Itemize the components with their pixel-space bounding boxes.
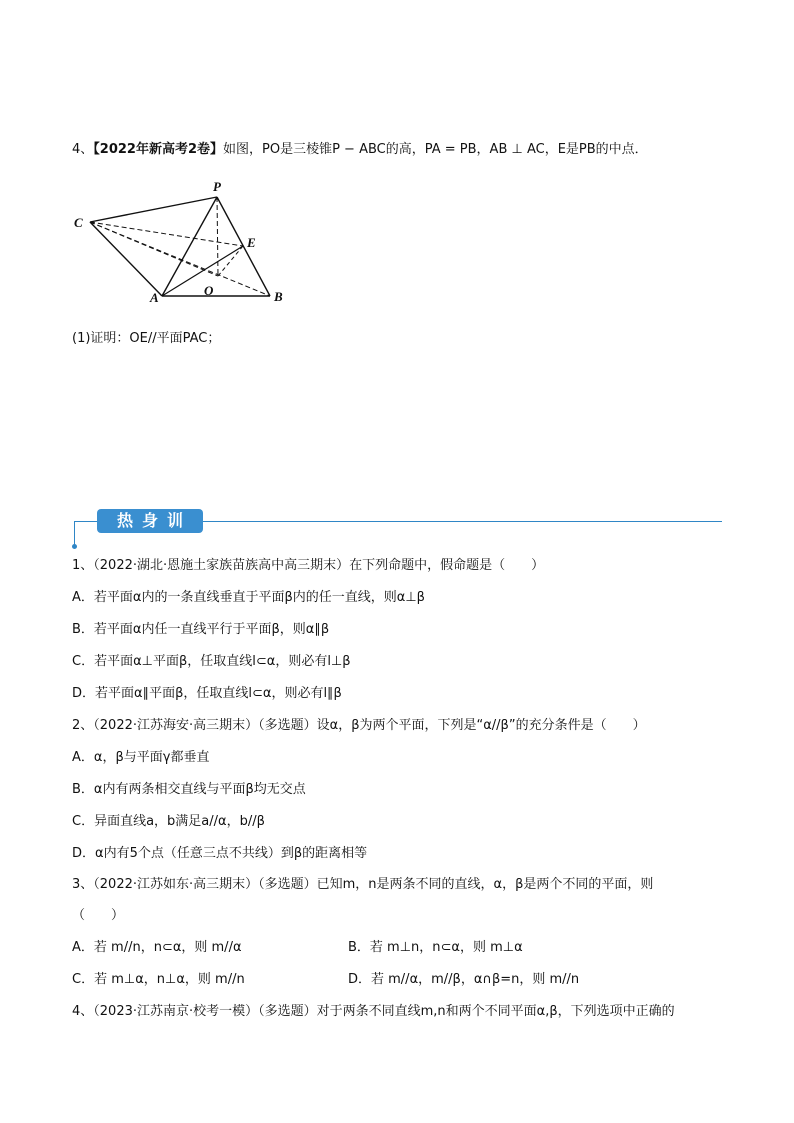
question-3-stem-line-2: （ ） (72, 908, 125, 923)
label-C: C (74, 215, 83, 230)
question-3-stem-line-1: 3、（2022·江苏如东·高三期末）（多选题）已知m，n是两条不同的直线，α，β是两个不同的平面，则 (72, 877, 654, 892)
edge-CP (90, 197, 217, 222)
edge-PB (217, 197, 270, 296)
segment-AE (162, 246, 243, 296)
question-2-option-c: C．异面直线a，b满足a//α，b//β (72, 814, 265, 829)
question-1-option-a: A．若平面α内的一条直线垂直于平面β内的任一直线，则α⊥β (72, 590, 425, 605)
question-2-stem: 2、（2022·江苏海安·高三期末）（多选题）设α，β为两个平面，下列是“α//β”的充分条件是（ ） (72, 718, 646, 733)
prev-question-number: 4、 (72, 142, 94, 157)
question-1-option-c: C．若平面α⊥平面β，任取直线l⊂α，则必有l⊥β (72, 654, 351, 669)
question-1-option-d: D．若平面α∥平面β，任取直线l⊂α，则必有l∥β (72, 686, 342, 701)
section-bracket (74, 521, 75, 545)
edge-CA (90, 222, 162, 296)
question-1-stem: 1、（2022·湖北·恩施土家族苗族高中高三期末）在下列命题中，假命题是（ ） (72, 558, 545, 573)
edge-AP (162, 197, 217, 296)
pyramid-figure (70, 178, 292, 310)
label-O: O (204, 283, 214, 298)
segment-OE (218, 246, 243, 276)
prev-question-stem: 如图，PO是三棱锥P − ABC的高，PA = PB，AB ⊥ AC，E是PB的中点． (223, 142, 648, 157)
question-2-option-a: A．α，β与平面γ都垂直 (72, 750, 210, 765)
question-3-option-c: C．若 m⊥α，n⊥α，则 m//n (72, 972, 245, 987)
label-B: B (274, 289, 283, 304)
question-3-option-a: A．若 m//n，n⊂α，则 m//α (72, 940, 242, 955)
height-PO (217, 197, 218, 276)
question-3-option-b: B．若 m⊥n，n⊂α，则 m⊥α (348, 940, 523, 955)
question-3-option-d: D．若 m//α，m//β，α∩β=n，则 m//n (348, 972, 580, 987)
segment-CE (90, 222, 243, 246)
question-1-option-b: B．若平面α内任一直线平行于平面β，则α∥β (72, 622, 330, 637)
label-A: A (150, 290, 159, 305)
prev-question-part1: (1)证明：OE//平面PAC； (72, 331, 221, 346)
prev-question-source: 【2022年新高考2卷】 (93, 142, 224, 157)
question-2-option-d: D．α内有5个点（任意三点不共线）到β的距离相等 (72, 846, 368, 861)
question-4-stem: 4、（2023·江苏南京·校考一模）（多选题）对于两条不同直线m,n和两个不同平面α,β，下列选项中正确的 (72, 1004, 675, 1019)
label-P: P (213, 179, 221, 194)
label-E: E (247, 235, 256, 250)
question-2-option-b: B．α内有两条相交直线与平面β均无交点 (72, 782, 306, 797)
prev-question-stem-line (72, 141, 648, 159)
section-title: 热身训练 (97, 509, 203, 533)
section-bracket-dot (72, 544, 77, 549)
